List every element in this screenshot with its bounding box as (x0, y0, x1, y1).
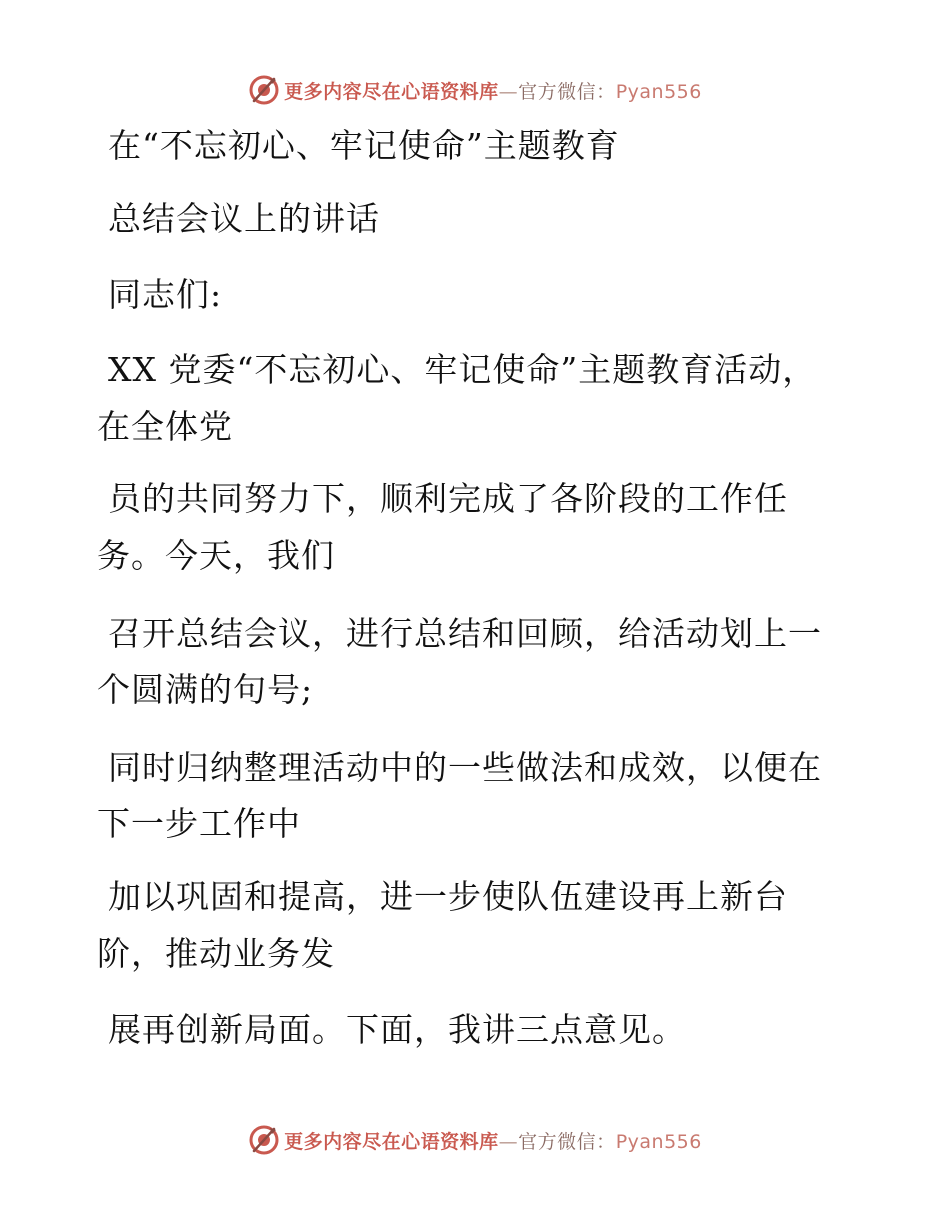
watermark-official: 官方微信： (518, 80, 616, 103)
body-line: 员的共同努力下，顺利完成了各阶段的工作任 (108, 479, 788, 518)
body-line: XX 党委“不忘初心、牢记使命”主题教育活动， (108, 350, 817, 389)
watermark-separator: — (498, 1130, 519, 1153)
body-line: 加以巩固和提高，进一步使队伍建设再上新台 (108, 877, 788, 916)
body-line: 召开总结会议，进行总结和回顾，给活动划上一 (108, 614, 822, 653)
watermark-text (284, 1127, 702, 1154)
salutation: 同志们: (108, 275, 223, 314)
body-line: 在全体党 (97, 407, 233, 446)
watermark-brand: 更多内容尽在心语资料库 (284, 80, 499, 103)
watermark-text (284, 77, 702, 104)
watermark-brand: 更多内容尽在心语资料库 (284, 1130, 499, 1153)
body-line: 下一步工作中 (97, 804, 301, 843)
watermark-id: Pyan556 (615, 80, 702, 103)
watermark-official: 官方微信： (518, 1130, 616, 1153)
body-line: 务。今天，我们 (97, 536, 335, 575)
quill-logo-icon (248, 74, 280, 106)
quill-logo-icon (248, 1124, 280, 1156)
watermark-separator: — (498, 80, 519, 103)
body-line: 展再创新局面。下面，我讲三点意见。 (108, 1010, 686, 1049)
title-line-2: 总结会议上的讲话 (108, 199, 380, 238)
body-line: 个圆满的句号; (97, 670, 314, 709)
footer-watermark (0, 1120, 950, 1160)
title-line-1: 在“不忘初心、牢记使命”主题教育 (108, 126, 620, 165)
watermark-id: Pyan556 (615, 1130, 702, 1153)
header-watermark (0, 70, 950, 110)
body-line: 阶，推动业务发 (97, 934, 335, 973)
body-line: 同时归纳整理活动中的一些做法和成效，以便在 (108, 748, 822, 787)
